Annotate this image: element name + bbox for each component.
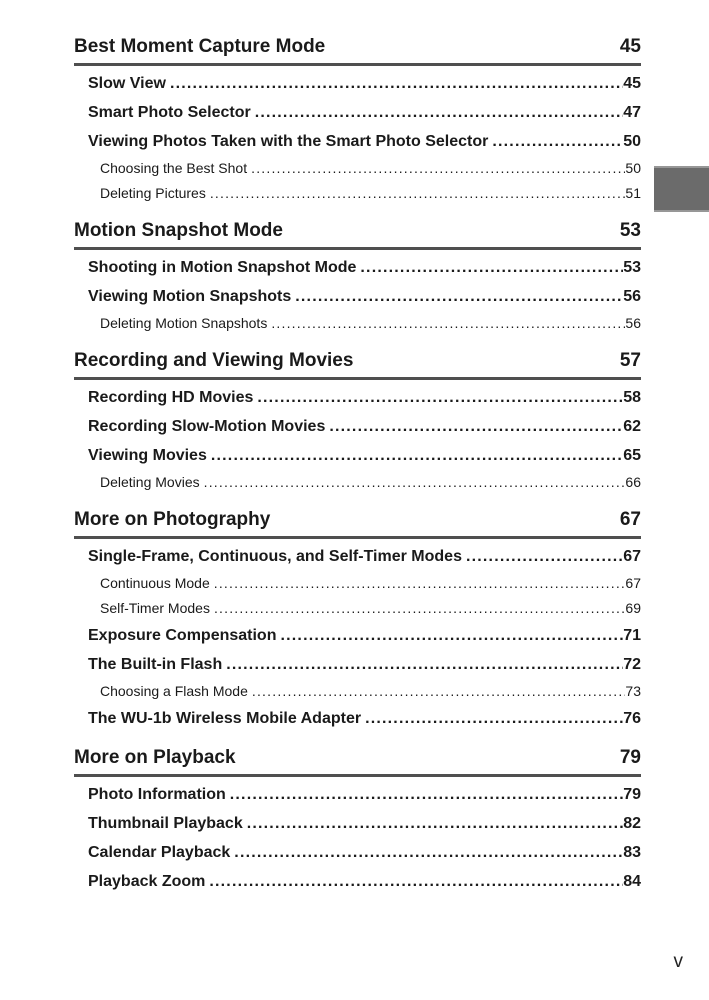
dot-leader <box>356 253 623 282</box>
toc-entry-page-number: 45 <box>623 75 641 92</box>
toc-entry[interactable] <box>74 679 641 704</box>
toc-entry-label[interactable]: Slow View <box>88 75 166 92</box>
toc-entry-label[interactable]: Exposure Compensation <box>88 627 277 644</box>
section-divider <box>74 247 641 250</box>
dot-leader <box>205 867 623 896</box>
toc-entry-label[interactable]: Deleting Movies <box>100 474 200 490</box>
toc-entry-page-number: 79 <box>623 786 641 803</box>
dot-leader <box>243 809 623 838</box>
toc-section <box>74 348 641 495</box>
toc-entry-page-number: 62 <box>623 418 641 435</box>
toc-entry-page-number: 51 <box>625 185 641 201</box>
toc-entry-label[interactable]: Playback Zoom <box>88 873 206 890</box>
section-entry-list <box>74 780 641 896</box>
toc-entry[interactable] <box>74 596 641 621</box>
dot-leader <box>222 650 623 679</box>
toc-entry-label[interactable]: Recording HD Movies <box>88 389 254 406</box>
toc-section <box>74 218 641 336</box>
toc-entry-label[interactable]: Recording Slow-Motion Movies <box>88 418 326 435</box>
toc-entry-label[interactable]: Viewing Photos Taken with the Smart Photo Selector <box>88 133 489 150</box>
section-page-number: 57 <box>619 350 641 371</box>
table-of-contents <box>74 34 641 896</box>
toc-entry-page-number: 73 <box>625 683 641 699</box>
section-heading[interactable] <box>74 745 641 770</box>
dot-leader <box>166 69 623 98</box>
section-heading[interactable] <box>74 348 641 373</box>
dot-leader <box>276 621 623 650</box>
toc-entry-label[interactable]: Viewing Motion Snapshots <box>88 288 292 305</box>
section-entry-list <box>74 253 641 336</box>
dot-leader <box>248 679 626 704</box>
toc-entry[interactable] <box>74 704 641 733</box>
toc-section <box>74 34 641 206</box>
toc-entry-page-number: 50 <box>623 133 641 150</box>
dot-leader <box>247 156 625 181</box>
toc-entry-page-number: 84 <box>623 873 641 890</box>
toc-entry-page-number: 47 <box>623 104 641 121</box>
toc-entry-label[interactable]: Choosing a Flash Mode <box>100 683 248 699</box>
section-heading[interactable] <box>74 507 641 532</box>
toc-section <box>74 507 641 733</box>
toc-entry-label[interactable]: Deleting Motion Snapshots <box>100 315 268 331</box>
section-entry-list <box>74 69 641 206</box>
toc-entry[interactable] <box>74 412 641 441</box>
section-title[interactable]: More on Photography <box>74 509 271 530</box>
dot-leader <box>325 412 623 441</box>
toc-entry[interactable] <box>74 98 641 127</box>
toc-entry-label[interactable]: Single-Frame, Continuous, and Self-Timer Modes <box>88 548 462 565</box>
toc-entry-label[interactable]: Smart Photo Selector <box>88 104 251 121</box>
toc-entry[interactable] <box>74 253 641 282</box>
toc-entry[interactable] <box>74 156 641 181</box>
chapter-tab <box>654 166 709 212</box>
toc-entry[interactable] <box>74 282 641 311</box>
toc-entry-label[interactable]: The WU-1b Wireless Mobile Adapter <box>88 710 362 727</box>
toc-entry[interactable] <box>74 127 641 156</box>
page-number: v <box>673 951 683 972</box>
section-divider <box>74 377 641 380</box>
dot-leader <box>462 542 623 571</box>
toc-entry-label[interactable]: Calendar Playback <box>88 844 231 861</box>
toc-entry-page-number: 83 <box>623 844 641 861</box>
section-page-number: 53 <box>619 220 641 241</box>
section-divider <box>74 63 641 66</box>
toc-entry[interactable] <box>74 867 641 896</box>
section-page-number: 79 <box>619 747 641 768</box>
toc-entry[interactable] <box>74 780 641 809</box>
toc-entry-page-number: 67 <box>623 548 641 565</box>
toc-entry-label[interactable]: Photo Information <box>88 786 226 803</box>
dot-leader <box>267 311 625 336</box>
section-divider <box>74 536 641 539</box>
toc-entry-page-number: 66 <box>625 474 641 490</box>
toc-entry-label[interactable]: Viewing Movies <box>88 447 207 464</box>
toc-entry-page-number: 65 <box>623 447 641 464</box>
toc-entry-page-number: 67 <box>625 575 641 591</box>
toc-entry-label[interactable]: Deleting Pictures <box>100 185 206 201</box>
toc-entry-page-number: 53 <box>623 259 641 276</box>
toc-entry-label[interactable]: Thumbnail Playback <box>88 815 243 832</box>
section-heading[interactable] <box>74 218 641 243</box>
dot-leader <box>200 470 626 495</box>
dot-leader <box>291 282 623 311</box>
section-title[interactable]: Motion Snapshot Mode <box>74 220 283 241</box>
toc-entry[interactable] <box>74 311 641 336</box>
toc-entry-page-number: 58 <box>623 389 641 406</box>
toc-entry-page-number: 82 <box>623 815 641 832</box>
toc-entry[interactable] <box>74 470 641 495</box>
section-entry-list <box>74 383 641 495</box>
toc-section <box>74 745 641 896</box>
section-page-number: 45 <box>619 36 641 57</box>
toc-entry[interactable] <box>74 838 641 867</box>
dot-leader <box>226 780 623 809</box>
dot-leader <box>253 383 623 412</box>
section-entry-list <box>74 542 641 733</box>
toc-entry[interactable] <box>74 69 641 98</box>
toc-entry[interactable] <box>74 441 641 470</box>
toc-entry-page-number: 76 <box>623 710 641 727</box>
toc-entry-page-number: 56 <box>623 288 641 305</box>
toc-entry-page-number: 71 <box>623 627 641 644</box>
toc-entry[interactable] <box>74 809 641 838</box>
section-page-number: 67 <box>619 509 641 530</box>
toc-entry[interactable] <box>74 542 641 571</box>
toc-entry-label[interactable]: Continuous Mode <box>100 575 210 591</box>
section-title[interactable]: More on Playback <box>74 747 236 768</box>
toc-entry-page-number: 72 <box>623 656 641 673</box>
toc-entry-page-number: 50 <box>625 160 641 176</box>
dot-leader <box>210 596 625 621</box>
toc-entry[interactable] <box>74 383 641 412</box>
section-heading[interactable] <box>74 34 641 59</box>
toc-entry-label[interactable]: Shooting in Motion Snapshot Mode <box>88 259 357 276</box>
toc-entry-label[interactable]: Choosing the Best Shot <box>100 160 248 176</box>
toc-entry[interactable] <box>74 181 641 206</box>
toc-entry-label[interactable]: Self-Timer Modes <box>100 600 210 616</box>
dot-leader <box>361 704 623 733</box>
dot-leader <box>206 181 626 206</box>
toc-entry[interactable] <box>74 621 641 650</box>
toc-entry-page-number: 56 <box>625 315 641 331</box>
dot-leader <box>210 571 626 596</box>
dot-leader <box>251 98 624 127</box>
dot-leader <box>207 441 623 470</box>
toc-entry[interactable] <box>74 571 641 596</box>
section-title[interactable]: Best Moment Capture Mode <box>74 36 326 57</box>
dot-leader <box>488 127 623 156</box>
toc-entry-page-number: 69 <box>625 600 641 616</box>
section-divider <box>74 774 641 777</box>
section-title[interactable]: Recording and Viewing Movies <box>74 350 354 371</box>
toc-entry-label[interactable]: The Built-in Flash <box>88 656 223 673</box>
dot-leader <box>230 838 623 867</box>
toc-entry[interactable] <box>74 650 641 679</box>
